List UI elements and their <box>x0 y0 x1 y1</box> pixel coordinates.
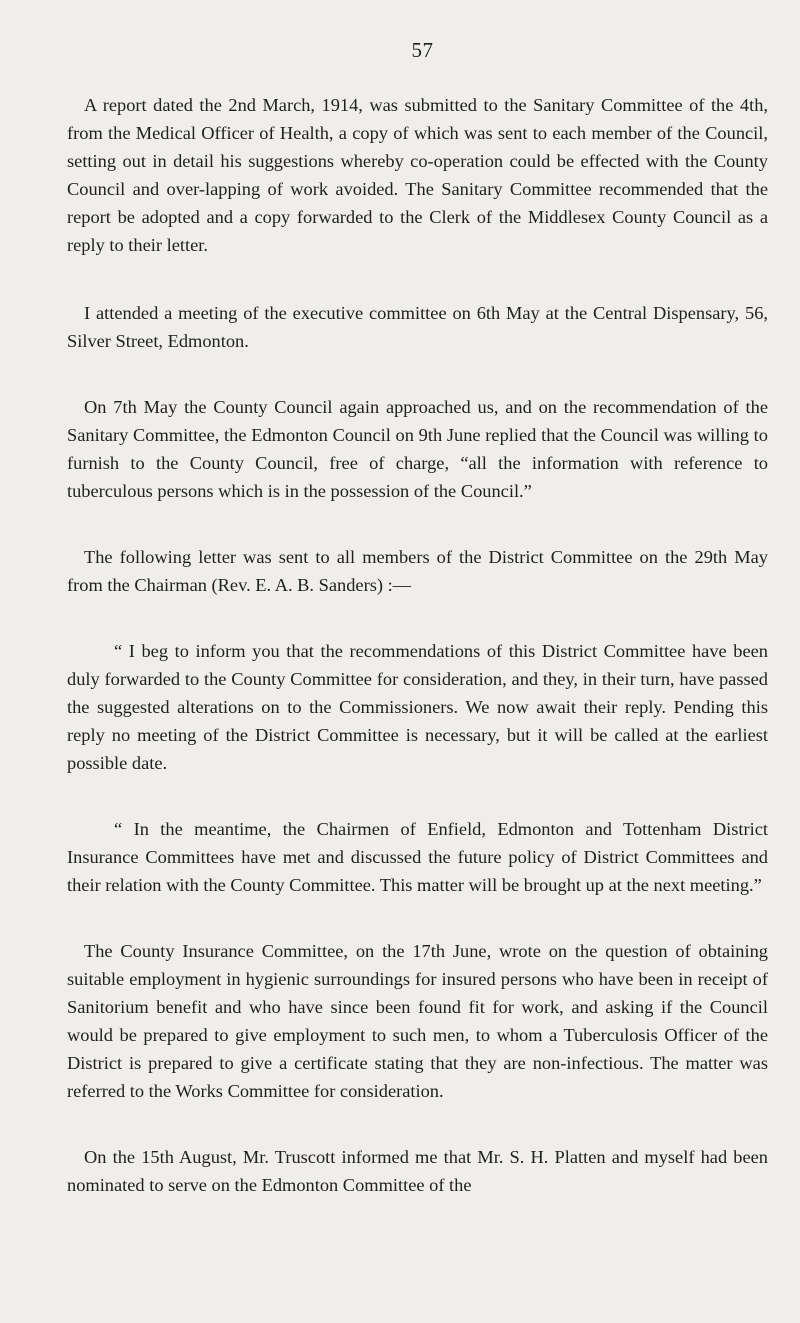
page-number: 57 <box>411 38 434 62</box>
quote-paragraph-meantime: “ In the meantime, the Chairmen of Enfield, Edmonton and Tottenham District Insurance Committees have met and discussed the future policy of District Committees and their relation with the County Committee. This matter will be brought up at the next meeting.” <box>67 819 768 895</box>
quoted-letter <box>67 637 768 899</box>
paragraph-letter-intro: The following letter was sent to all members of the District Committee on the 29th May from the Chairman (Rev. E. A. B. Sanders) :— <box>67 547 768 595</box>
paragraph-truscott: On the 15th August, Mr. Truscott informed me that Mr. S. H. Platten and myself had been nominated to serve on the Edmonton Committee of the <box>67 1147 768 1195</box>
paragraph-report-march: A report dated the 2nd March, 1914, was submitted to the Sanitary Committee of the 4th, from the Medical Officer of Health, a copy of which was sent to each member of the Council, setting out in detail his suggestions whereby co-operation could be effected with the County Council and over-lapping of work avoided. The Sanitary Committee recommended that the report be adopted and a copy forwarded to the Clerk of the Middlesex County Council as a reply to their letter. <box>67 95 768 255</box>
paragraph-insurance-committee: The County Insurance Committee, on the 17th June, wrote on the question of obtaining suitable employment in hygienic surroundings for insured persons who have been in receipt of Sanitorium benefit and who have since been found fit for work, and asking if the Council would be prepared to give employment to such men, to whom a Tuberculosis Officer of the District is prepared to give a certificate stating that they are non-infectious. The matter was referred to the Works Committee for consideration. <box>67 941 768 1101</box>
paragraph-executive-meeting: I attended a meeting of the executive committee on 6th May at the Central Dispensary, 56, Silver Street, Edmonton. <box>67 303 768 351</box>
quote-paragraph-recommendations: “ I beg to inform you that the recommendations of this District Committee have been duly forwarded to the County Committee for consideration, and they, in their turn, have passed the suggested alterations on to the Commissioners. We now await their reply. Pending this reply no meeting of the District Committee is necessary, but it will be called at the earliest possible date. <box>67 641 768 773</box>
paragraph-county-council-approach: On 7th May the County Council again approached us, and on the recommendation of the Sanitary Committee, the Edmonton Council on 9th June replied that the Council was willing to furnish to the County Council, free of charge, “all the information with reference to tuberculous persons which is in the possession of the Council.” <box>67 397 768 501</box>
